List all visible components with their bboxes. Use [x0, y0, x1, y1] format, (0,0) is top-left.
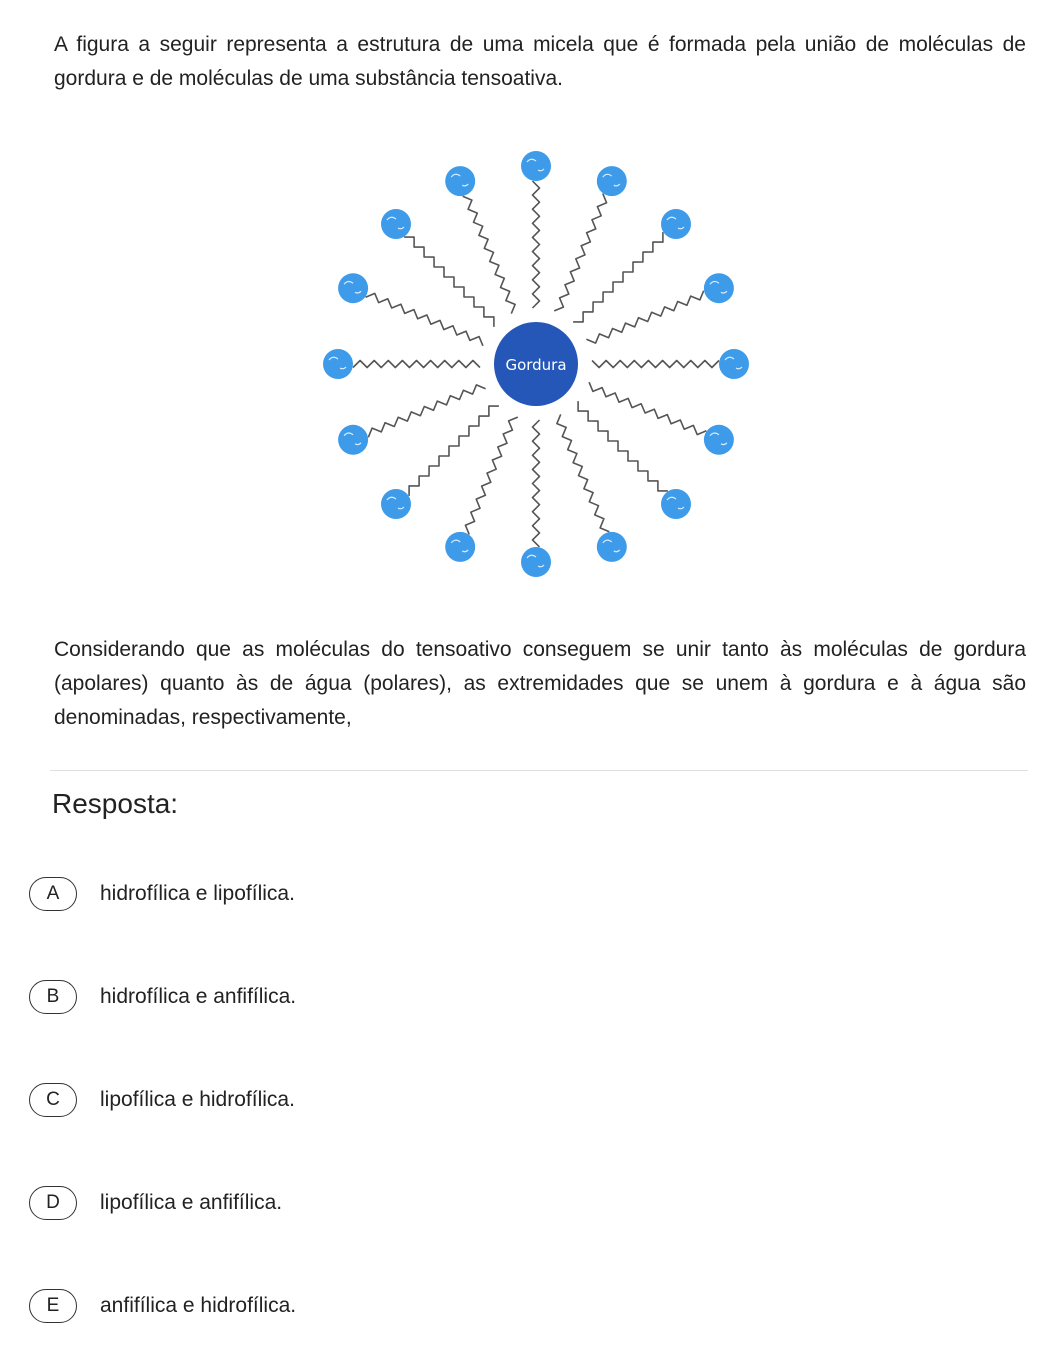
option-letter: D [29, 1186, 77, 1220]
micelle-diagram [280, 128, 790, 598]
surfactant-tail [589, 382, 706, 434]
question-intro: A figura a seguir representa a estrutura de uma micela que é formada pela união de moléculas de gordura e de moléculas de uma substância tensoativa. [54, 33, 1026, 90]
surfactant-tail [465, 417, 517, 534]
option-text: lipofílica e hidrofílica. [100, 1088, 295, 1111]
surfactant-tail [353, 361, 480, 368]
surfactant-tail [573, 232, 663, 322]
surfactant-tail [557, 414, 609, 531]
option-c[interactable] [29, 1082, 295, 1118]
surfactant-tail [533, 181, 540, 308]
option-text: hidrofílica e anfifílica. [100, 985, 297, 1008]
surfactant-tail [592, 361, 719, 368]
divider [50, 770, 1028, 771]
surfactant-head [661, 489, 691, 519]
surfactant-head [597, 166, 627, 196]
option-b[interactable] [29, 979, 296, 1015]
surfactant-head [338, 425, 368, 455]
surfactant-tail [578, 401, 668, 491]
option-text: anfifílica e hidrofílica. [100, 1294, 297, 1317]
surfactant-head [323, 349, 353, 379]
surfactant-tail [404, 237, 494, 327]
surfactant-tail [463, 196, 515, 313]
surfactant-head [445, 532, 475, 562]
surfactant-tail [409, 406, 499, 496]
surfactant-head [338, 273, 368, 303]
surfactant-head [704, 273, 734, 303]
surfactant-head [521, 151, 551, 181]
option-d[interactable] [29, 1185, 282, 1221]
option-a[interactable] [29, 876, 295, 912]
surfactant-tail [366, 293, 483, 345]
surfactant-head [521, 547, 551, 577]
option-letter: C [29, 1083, 77, 1117]
option-letter: A [29, 877, 77, 911]
surfactant-head [597, 532, 627, 562]
surfactant-head [381, 489, 411, 519]
surfactant-tail [586, 291, 703, 343]
surfactant-head [381, 209, 411, 239]
surfactant-tail [533, 420, 540, 547]
surfactant-head [661, 209, 691, 239]
surfactant-head [719, 349, 749, 379]
surfactant-tail [554, 194, 606, 311]
surfactant-head [445, 166, 475, 196]
question-prompt: Considerando que as moléculas do tensoativo conseguem se unir tanto às moléculas de gordura (apolares) quanto às de água (polares), as extremidades que se unem à gordura e à água são denominadas, respectivamente, [54, 638, 1026, 729]
surfactant-head [704, 425, 734, 455]
micelle-figure [280, 128, 790, 598]
answer-heading: Resposta: [52, 788, 179, 819]
surfactant-tail [368, 385, 485, 437]
fat-core-label: Gordura [505, 356, 567, 374]
option-text: lipofílica e anfifílica. [100, 1191, 283, 1214]
option-text: hidrofílica e lipofílica. [100, 882, 295, 905]
option-letter: E [29, 1289, 77, 1323]
option-e[interactable] [29, 1288, 296, 1324]
option-letter: B [29, 980, 77, 1014]
